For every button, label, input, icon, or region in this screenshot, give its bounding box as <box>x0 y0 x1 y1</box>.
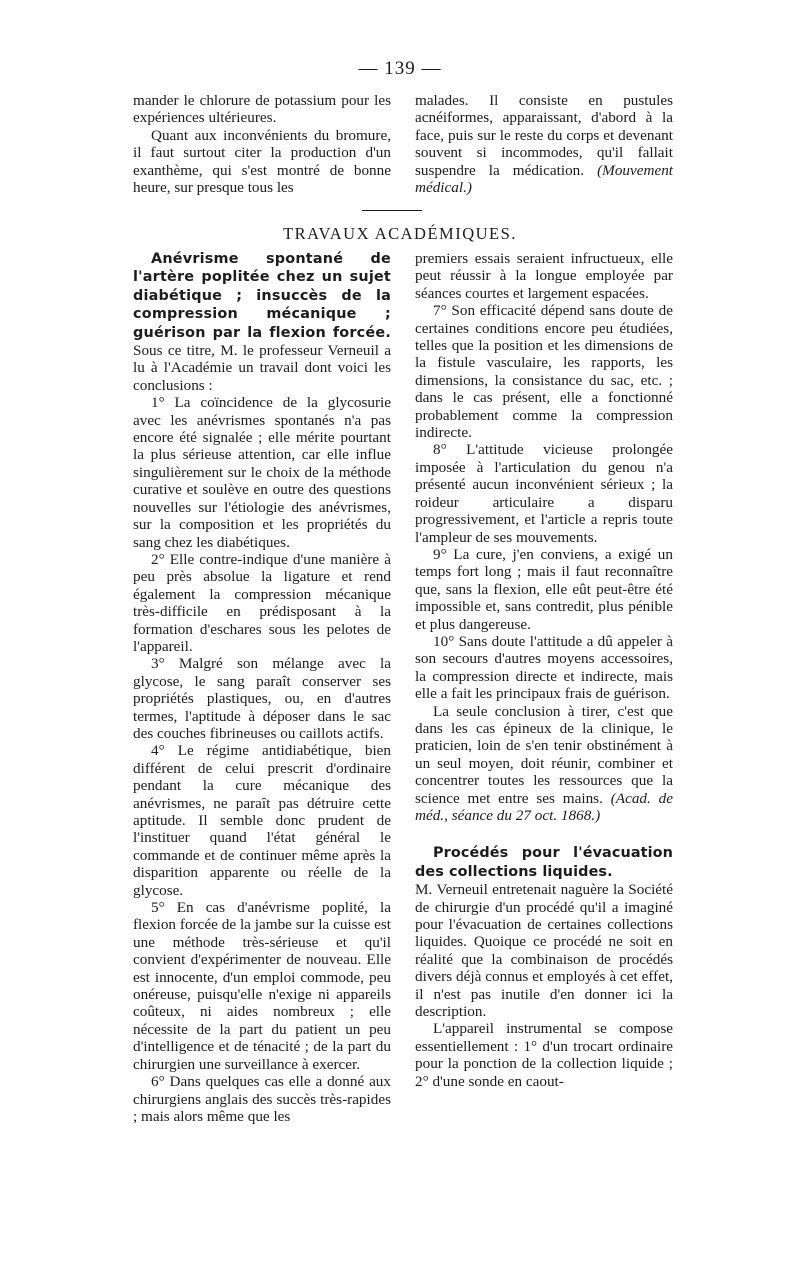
article-title-paragraph <box>133 250 391 394</box>
citation: (Mouvement médical.) <box>415 161 674 197</box>
section-heading: TRAVAUX ACADÉMIQUES. <box>283 224 517 243</box>
conclusion-item: 9° La cure, j'en conviens, a exigé un temps fort long ; mais il faut reconnaître que, sans la flexion, elle eût peut-être été impossible et, sans contredit, plus pénible et plus dangereuse. <box>415 545 673 633</box>
article-title: Anévrisme spontané de l'artère poplitée chez un sujet diabétique ; insuccès de la compression mécanique ; guérison par la flexion forcée. <box>133 251 391 341</box>
paragraph: L'appareil instrumental se compose essentiellement : 1° d'un trocart ordinaire pour la ponction de la collection liquide ; 2° d'une sonde en caout- <box>415 1020 673 1090</box>
paragraph: mander le chlorure de potassium pour les expériences ultérieures. <box>133 92 391 127</box>
conclusion-item: 3° Malgré son mélange avec la glycose, le sang paraît conserver ses propriétés plastiques, ou, en d'autres termes, l'aptitude à déposer dans le sac des couches fibrineuses ou caillots actifs. <box>133 655 391 742</box>
article-title-paragraph <box>415 844 673 881</box>
conclusion-item: 7° Son efficacité dépend sans doute de certaines conditions encore peu étudiées, telles que la position et les dimensions de la fistule vasculaire, les rapports, les dimensions, la consistance du sac, etc. ; dans le cas présent, elle a fonctionné probablement comme la compression indirecte. <box>415 302 673 442</box>
conclusion-item: 8° L'attitude vicieuse prolongée imposée à l'articulation du genou n'a présenté aucun inconvénient sérieux ; la roideur articulaire a disparu progressivement, et l'article a repris toute l'ampleur de ses mouvements. <box>415 441 673 546</box>
article-right-column <box>415 250 673 1090</box>
section-divider <box>362 210 422 211</box>
conclusion-item: 5° En cas d'anévrisme poplité, la flexion forcée de la jambe sur la cuisse est une méthode très-sérieuse et qu'il convient d'expérimenter de nouveau. Elle est innocente, d'un emploi commode, peu onéreuse, puisqu'elle n'exige ni appareils coûteux, ni aides nombreux ; elle nécessite de la part du patient un peu d'intelligence et de ténacité ; de la part du chirurgien une surveillance à exercer. <box>133 899 391 1073</box>
paragraph <box>415 92 673 196</box>
paragraph: premiers essais seraient infructueux, elle peut réussir à la longue employée par séances courtes et largement espacées. <box>415 250 673 302</box>
conclusion-item: 10° Sans doute l'attitude a dû appeler à son secours d'autres moyens accessoires, la compression directe et indirecte, mais elle a fait les principaux frais de guérison. <box>415 632 673 703</box>
continuation-left-column <box>133 92 391 196</box>
conclusion-item: 2° Elle contre-indique d'une manière à peu près absolue la ligature et rend également la compression mécanique très-difficile en prédisposant à la formation d'eschares sous les pelotes de l'appareil. <box>133 550 391 655</box>
paragraph: M. Verneuil entretenait naguère la Société de chirurgie d'un procédé qu'il a imaginé pour l'évacuation de certaines collections liquides. Quoique ce procédé ne soit en réalité que la combinaison de procédés divers déjà connus et employés à cet effet, il n'est pas inutile d'en donner ici la description. <box>415 881 673 1021</box>
article-title: Procédés pour l'évacuation des collections liquides. <box>415 845 673 880</box>
paragraph: Quant aux inconvénients du bromure, il faut surtout citer la production d'un exanthème, qui s'est montré de bonne heure, sur presque tous les <box>133 126 391 197</box>
page-number: — 139 — <box>358 58 442 79</box>
conclusion-item: 4° Le régime antidiabétique, bien différent de celui prescrit d'ordinaire pendant la cure mécanique des anévrismes, ne paraît pas détruire cette aptitude. Il semble donc prudent de l'instituer quand l'état général le commande et de continuer même après la disparition apparente ou réelle de la glycose. <box>133 742 391 899</box>
conclusion-item: 1° La coïncidence de la glycosurie avec les anévrismes spontanés n'a pas encore été signalée ; elle mérite pourtant la plus sérieuse attention, car elle influe singulièrement sur le choix de la méthode curative et soulève en outre des questions nouvelles sur l'étiologie des anévrismes, sur la composition et les propriétés du sang chez les diabétiques. <box>133 394 391 551</box>
closing-paragraph <box>415 703 673 825</box>
continuation-right-column <box>415 92 673 196</box>
paragraph-text: La seule conclusion à tirer, c'est que dans les cas épineux de la clinique, le praticien, loin de s'en tenir obstinément à un seul moyen, doit réunir, combiner et concentrer toutes les ressources que la science met entre ses mains. <box>415 702 673 807</box>
article-intro: Sous ce titre, M. le professeur Verneuil a lu à l'Académie un travail dont voici les conclusions : <box>133 342 391 394</box>
article-left-column <box>133 250 391 1125</box>
paragraph-text: malades. Il consiste en pustules acnéiformes, apparaissant, d'abord à la face, puis sur le reste du corps et devenant souvent si incommodes, qu'il fallait suspendre la médication. <box>415 92 673 179</box>
citation: (Acad. de méd., séance du 27 oct. 1868.) <box>415 789 674 824</box>
conclusion-item: 6° Dans quelques cas elle a donné aux chirurgiens anglais des succès très-rapides ; mais alors même que les <box>133 1073 391 1125</box>
